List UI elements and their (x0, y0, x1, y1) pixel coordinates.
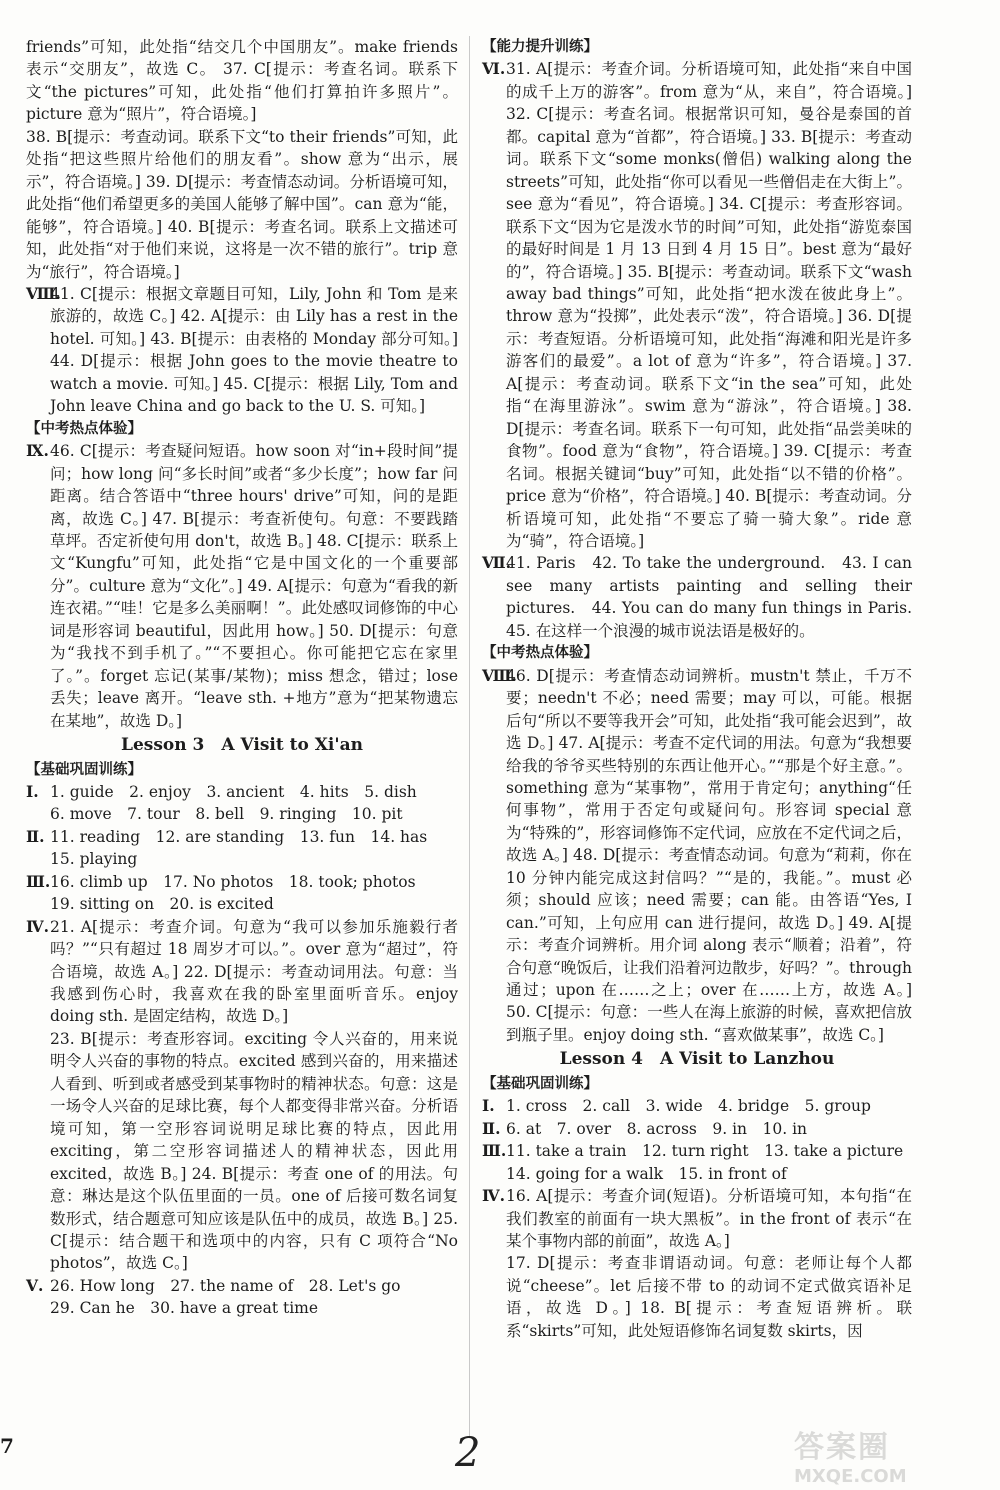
answer-text: 1. guide 2. enjoy 3. ancient 4. hits 5. dish (50, 782, 417, 801)
section-number: Ⅵ. (482, 59, 506, 79)
answer-text: 16. climb up 17. No photos 18. took; photos (50, 872, 416, 891)
answer-text: 46. C[提示：考查疑问短语。how soon 对“in+段时间”提问；how long 问“多长时间”或者“多少长度”；how far 问距离。结合答语中“three hours' drive”可知，问的是距离，故选 C。] 47. B[提示：考查祈使句。句意：不要践踏草坪。否定祈使句用 don't，故选 B。] 48. C[提示：联系上文“Kungfu”可知，此处指“它是中国文化的一个重要部分”。culture 意为“文化”。] 49. A[提示：句意为“看我的新连衣裙。”“哇！它是多么美丽啊！”。此处感叹词修饰的中心词是形容词 beautiful，因此用 how。] 50. D[提示：句意为“我找不到手机了。”“不要担心。你可能把它忘在家里了。”。forget 忘记(某事/某物)；miss 想念，错过；lose 丢失；leave 离开。“leave sth. +地方”意为“把某物遗忘在某地”，故选 D。] (50, 442, 458, 730)
answer-text: 21. A[提示：考查介词。句意为“我可以参加乐施毅行者吗？”“只有超过 18 周岁才可以。”。over 意为“超过”，符合语境，故选 A。] 22. D[提示：考查动词用法。句意：当我感到伤心时，我喜欢在我的卧室里面听音乐。enjoy doing sth. 是固定结构，故选 D。] (50, 917, 458, 1026)
handwritten-page-mark: 2 (455, 1430, 481, 1476)
answer-block (482, 1118, 912, 1140)
section-number: Ⅰ. (482, 1096, 495, 1116)
answer-text: 26. How long 27. the name of 28. Let's go (50, 1276, 401, 1295)
answer-continuation: 15. playing (50, 850, 138, 869)
answer-block (26, 871, 458, 893)
answer-text: 31. A[提示：考查介词。分析语境可知，此处指“来自中国的成千上万的游客”。from 意为“从，来自”，符合语境。] 32. C[提示：考查名词。根据常识可知，曼谷是泰国的首都。capital 意为“首都”，符合语境。] 33. B[提示：考查动词。联系下文“some monks(僧侣) walking along the streets”可知，此处指“你可以看见一些僧侣走在大街上”。see 意为“看见”，符合语境。] 34. C[提示：考查形容词。联系下文“因为它是泼水节的时间”可知，此处指“游览泰国的最好时间是 1 月 13 日到 4 月 15 日”。best 意为“最好的”，符合语境。] 35. B[提示：考查动词。联系下文“wash away bad things”可知，此处指“把水泼在彼此身上”。throw 意为“投掷”，此处表示“泼”，符合语境。] 36. D[提示：考查短语。分析语境可知，此处指“海滩和阳光是许多游客们的最爱”。a lot of 意为“许多”，符合语境。] 37. A[提示：考查动词。联系下文“in the sea”可知，此处指“在海里游泳”。swim 意为“游泳”，符合语境。] 38. D[提示：考查名词。联系下一句可知，此处指“品尝美味的食物”。food 意为“食物”，符合语境。] 39. C[提示：考查名词。根据关键词“buy”可知，此处指“以不错的价格”。price 意为“价格”，符合语境。] 40. B[提示：考查动词。分析语境可知，此处指“不要忘了骑一骑大象”。ride 意为“骑”，符合语境。] (506, 60, 912, 550)
section-number: Ⅸ. (26, 441, 49, 461)
answer-block (482, 665, 912, 1047)
answer-block (482, 1095, 912, 1117)
answer-block (26, 826, 458, 848)
watermark-logo (794, 1422, 984, 1487)
answer-continuation: 6. move 7. tour 8. bell 9. ringing 10. pit (50, 805, 403, 824)
answer-text: 6. at 7. over 8. across 9. in 10. in (506, 1119, 808, 1138)
watermark-title: 答案圈 (794, 1430, 890, 1465)
section-number: Ⅲ. (482, 1141, 507, 1161)
column-divider (469, 36, 470, 1436)
section-number: Ⅷ. (482, 665, 517, 685)
section-number: Ⅷ. (26, 283, 61, 303)
section-number: Ⅱ. (26, 826, 45, 846)
answer-continuation: 19. sitting on 20. is excited (50, 895, 274, 914)
right-column (482, 36, 928, 1342)
lesson-title: Lesson 3 A Visit to Xi'an (121, 735, 363, 756)
section-number: Ⅰ. (26, 781, 39, 801)
answer-text: 16. A[提示：考查介词(短语)。分析语境可知，本句指“在我们教室的前面有一块大黑板”。in the front of 表示“在某个事物内部的前面”，故选 A。] (506, 1187, 912, 1251)
answer-block (26, 1275, 458, 1297)
answer-continuation: 23. B[提示：考查形容词。exciting 令人兴奋的，用来说明令人兴奋的事物的特点。excited 感到兴奋的，用来描述人看到、听到或者感受到某事物时的精神状态。句意：这是一场令人兴奋的足球比赛，每个人都变得非常兴奋。分析语境可知，第一空形容词说明足球比赛的特点，因此用 exciting，第二空形容词描述人的精神状态，因此用 excited，故选 B。] 24. B[提示：考查 one of 的用法。句意：琳达是这个队伍里面的一员。one of 后接可数名词复数形式，结合题意可知应该是队伍中的成员，故选 B。] 25. C[提示：结合题干和选项中的内容，只有 C 项符合“No photos”，故选 C。] (50, 1029, 458, 1273)
section-number: Ⅱ. (482, 1118, 501, 1138)
page-number: 7 (0, 1434, 14, 1458)
section-heading: 【中考热点体验】 (482, 645, 598, 662)
answer-continuation: 29. Can he 30. have a great time (50, 1299, 319, 1318)
answer-text: 1. cross 2. call 3. wide 4. bridge 5. group (506, 1097, 871, 1116)
answer-block (26, 781, 458, 803)
answer-block (482, 552, 928, 642)
answer-text: 11. reading 12. are standing 13. fun 14. has (50, 827, 428, 846)
answer-text: 11. take a train 12. turn right 13. take a picture (506, 1142, 904, 1161)
answer-paragraph: 38. B[提示：考查动词。联系下文“to their friends”可知，此处指“把这些照片给他们的朋友看”。show 意为“出示，展示”，符合语境。] 39. D[提示：考查情态动词。分析语境可知，此处指“他们希望更多的美国人能够了解中国”。can 意为“能，能够”，符合语境。] 40. B[提示：考查名词。联系上文描述可知，此处指“对于他们来说，这将是一次不错的旅行”。trip 意为“旅行”，符合语境。] (26, 127, 458, 281)
answer-continuation: 17. D[提示：考查非谓语动词。句意：老师让每个人都说“cheese”。let 后接不带 to 的动词不定式做宾语补足语，故选 D。] 18. B[提示：考查短语辨析。联系“skirts”可知，此处短语修饰名词复数 skirts，因 (506, 1254, 912, 1340)
left-column (26, 36, 458, 1320)
section-number: Ⅳ. (482, 1186, 505, 1206)
answer-block (26, 283, 458, 418)
section-heading: 【中考热点体验】 (26, 420, 142, 437)
section-heading: 【基础巩固训练】 (482, 1075, 598, 1092)
section-number: Ⅶ. (482, 553, 512, 573)
answer-block (26, 440, 458, 732)
section-number: Ⅲ. (26, 871, 51, 891)
answer-paragraph: friends”可知，此处指“结交几个中国朋友”。make friends 表示“交朋友”，故选 C。 37. C[提示：考查名词。联系下文“the pictures”可知，此处指“他们打算拍许多照片”。picture 意为“照片”，符合语境。] (26, 38, 458, 124)
answer-text: 41. C[提示：根据文章题目可知，Lily, John 和 Tom 是来旅游的，故选 C。] 42. A[提示：由 Lily has a rest in the hotel. 可知。] 43. B[提示：由表格的 Monday 部分可知。] 44. D[提示：根据 John goes to the movie theatre to watch a movie. 可知。] 45. C[提示：根据 Lily, Tom and John leave China and go back to the U. S. 可知。] (50, 284, 458, 416)
answer-block (26, 916, 458, 1028)
section-heading: 【能力提升训练】 (482, 39, 598, 55)
answer-block (482, 1140, 912, 1162)
answer-continuation: 14. going for a walk 15. in front of (506, 1164, 787, 1183)
answer-text: 41. Paris 42. To take the underground. 43. I can see many artists painting and selling their pictures. 44. You can do many fun things in Paris. 45. 在这样一个浪漫的城市说法语是极好的。 (506, 554, 928, 640)
section-number: Ⅴ. (26, 1275, 44, 1295)
lesson-title: Lesson 4 A Visit to Lanzhou (559, 1049, 835, 1070)
section-number: Ⅳ. (26, 916, 49, 936)
answer-block (482, 58, 912, 552)
watermark-site: MXQE.COM (794, 1466, 907, 1487)
answer-text: 46. D[提示：考查情态动词辨析。mustn't 禁止，千万不要；needn't 不必；need 需要；may 可以，可能。根据后句“所以不要等我开会”可知，此处指“我可能会迟到”，故选 D。] 47. A[提示：考查不定代词的用法。句意为“我想要给我的爷爷买些特别的东西让他开心。”“那是个好主意。”。something 意为“某事物”，常用于肯定句；anything“任何事物”，常用于否定句或疑问句。形容词 special 意为“特殊的”，形容词修饰不定代词，应放在不定代词之后，故选 A。] 48. D[提示：考查情态动词。句意为“莉莉，你在 10 分钟内能完成这封信吗？”“是的，我能。”。must 必须；should 应该；need 需要；can 能。由答语“Yes, I can.”可知，上句应用 can 进行提问，故选 D。] 49. A[提示：考查介词辨析。用介词 along 表示“顺着；沿着”，符合句意“晚饭后，让我们沿着河边散步，好吗？”。through 通过；upon 在……之上；over 在……上方，故选 A。] 50. C[提示：句意：一些人在海上旅游的时候，喜欢把信放到瓶子里。enjoy doing sth. “喜欢做某事”，故选 C。] (506, 666, 912, 1044)
section-heading: 【基础巩固训练】 (26, 761, 142, 778)
answer-block (482, 1185, 912, 1252)
